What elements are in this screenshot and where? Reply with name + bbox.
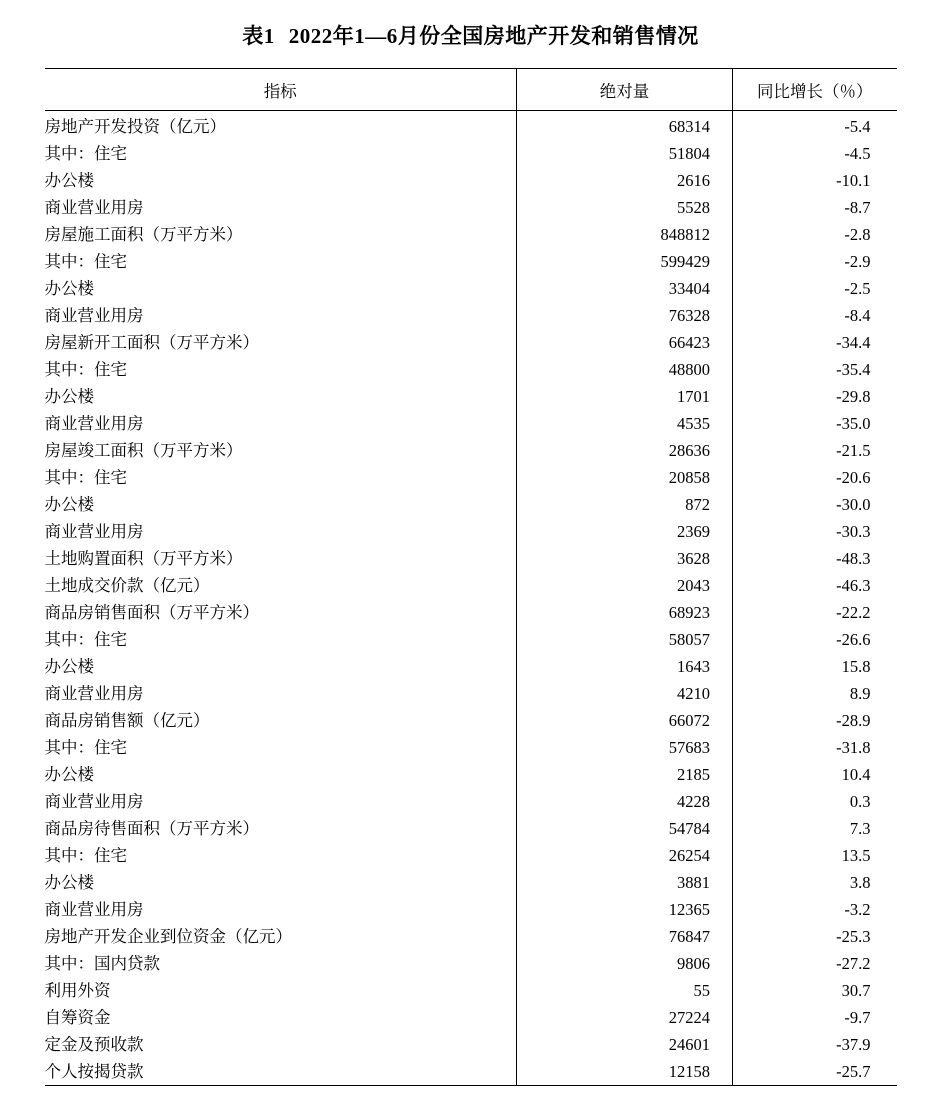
row-yoy-value: -25.7 bbox=[836, 1062, 871, 1081]
row-yoy-value: 0.3 bbox=[849, 792, 871, 811]
row-indicator-label: 办公楼 bbox=[44, 873, 94, 892]
row-yoy-value: -4.5 bbox=[844, 144, 871, 163]
row-yoy-value: -29.8 bbox=[836, 387, 871, 406]
row-yoy-value: -20.6 bbox=[836, 468, 871, 487]
row-indicator-label: 房屋竣工面积（万平方米） bbox=[44, 441, 243, 460]
row-yoy-value: -10.1 bbox=[836, 171, 871, 190]
table-row bbox=[45, 1004, 897, 1031]
row-absolute-value: 4210 bbox=[517, 680, 733, 707]
table-row bbox=[45, 437, 897, 464]
row-absolute-value: 55 bbox=[517, 977, 733, 1004]
row-indicator-label: 商业营业用房 bbox=[44, 414, 144, 433]
table-bottom-rule bbox=[45, 1085, 897, 1086]
row-yoy-value: 3.8 bbox=[849, 873, 871, 892]
table-row bbox=[45, 1031, 897, 1058]
row-indicator-label: 其中：住宅 bbox=[44, 630, 127, 649]
row-absolute-value: 58057 bbox=[517, 626, 733, 653]
table-number: 表1 bbox=[242, 24, 275, 48]
row-indicator-label: 其中：住宅 bbox=[44, 846, 127, 865]
row-yoy-value: -46.3 bbox=[836, 576, 871, 595]
row-indicator-label: 土地成交价款（亿元） bbox=[44, 576, 210, 595]
row-absolute-value: 68923 bbox=[517, 599, 733, 626]
table-row bbox=[45, 167, 897, 194]
row-absolute-value: 5528 bbox=[517, 194, 733, 221]
row-yoy-value: -3.2 bbox=[844, 900, 871, 919]
table-row bbox=[45, 653, 897, 680]
row-indicator-label: 其中：住宅 bbox=[44, 738, 127, 757]
row-yoy-value: 7.3 bbox=[849, 819, 871, 838]
row-indicator-label: 定金及预收款 bbox=[44, 1035, 144, 1054]
table-row bbox=[45, 111, 897, 141]
row-indicator-label: 商业营业用房 bbox=[44, 306, 144, 325]
row-yoy-value: -2.5 bbox=[844, 279, 871, 298]
row-indicator-label: 其中：国内贷款 bbox=[44, 954, 160, 973]
row-absolute-value: 51804 bbox=[517, 140, 733, 167]
row-yoy-value: -35.4 bbox=[836, 360, 871, 379]
row-absolute-value: 66072 bbox=[517, 707, 733, 734]
row-indicator-label: 个人按揭贷款 bbox=[44, 1062, 144, 1081]
row-yoy-value: -35.0 bbox=[836, 414, 871, 433]
row-absolute-value: 24601 bbox=[517, 1031, 733, 1058]
row-absolute-value: 9806 bbox=[517, 950, 733, 977]
row-yoy-value: -34.4 bbox=[836, 333, 871, 352]
row-indicator-label: 其中：住宅 bbox=[44, 360, 127, 379]
table-row bbox=[45, 518, 897, 545]
row-yoy-value: -8.7 bbox=[844, 198, 871, 217]
row-yoy-value: -22.2 bbox=[836, 603, 871, 622]
row-indicator-label: 其中：住宅 bbox=[44, 144, 127, 163]
row-absolute-value: 66423 bbox=[517, 329, 733, 356]
table-row bbox=[45, 626, 897, 653]
row-yoy-value: -28.9 bbox=[836, 711, 871, 730]
row-indicator-label: 办公楼 bbox=[44, 387, 94, 406]
table-row bbox=[45, 761, 897, 788]
table-title-text: 2022年1—6月份全国房地产开发和销售情况 bbox=[288, 24, 699, 48]
row-indicator-label: 办公楼 bbox=[44, 171, 94, 190]
row-yoy-value: -30.0 bbox=[836, 495, 871, 514]
row-yoy-value: 30.7 bbox=[841, 981, 871, 1000]
row-absolute-value: 48800 bbox=[517, 356, 733, 383]
row-absolute-value: 4228 bbox=[517, 788, 733, 815]
table-row bbox=[45, 329, 897, 356]
table-row bbox=[45, 815, 897, 842]
row-indicator-label: 商业营业用房 bbox=[44, 792, 144, 811]
table-row bbox=[45, 869, 897, 896]
table-row bbox=[45, 977, 897, 1004]
row-absolute-value: 76328 bbox=[517, 302, 733, 329]
row-yoy-value: -31.8 bbox=[836, 738, 871, 757]
table-row bbox=[45, 302, 897, 329]
row-indicator-label: 商业营业用房 bbox=[44, 684, 144, 703]
row-yoy-value: -2.9 bbox=[844, 252, 871, 271]
row-absolute-value: 12365 bbox=[517, 896, 733, 923]
row-yoy-value: -30.3 bbox=[836, 522, 871, 541]
table-row bbox=[45, 707, 897, 734]
table-row bbox=[45, 140, 897, 167]
table-row bbox=[45, 788, 897, 815]
row-indicator-label: 办公楼 bbox=[44, 657, 94, 676]
row-absolute-value: 12158 bbox=[517, 1058, 733, 1085]
row-indicator-label: 商品房待售面积（万平方米） bbox=[44, 819, 259, 838]
row-absolute-value: 3881 bbox=[517, 869, 733, 896]
table-row bbox=[45, 1058, 897, 1085]
row-absolute-value: 26254 bbox=[517, 842, 733, 869]
table-row bbox=[45, 275, 897, 302]
column-header-yoy: 同比增长（％） bbox=[733, 69, 897, 111]
row-yoy-value: 13.5 bbox=[841, 846, 871, 865]
table-row bbox=[45, 356, 897, 383]
row-absolute-value: 4535 bbox=[517, 410, 733, 437]
row-absolute-value: 872 bbox=[517, 491, 733, 518]
row-yoy-value: -25.3 bbox=[836, 927, 871, 946]
table-row bbox=[45, 842, 897, 869]
row-indicator-label: 商品房销售额（亿元） bbox=[44, 711, 210, 730]
row-absolute-value: 20858 bbox=[517, 464, 733, 491]
table-row bbox=[45, 545, 897, 572]
row-indicator-label: 商业营业用房 bbox=[44, 900, 144, 919]
real-estate-statistics-table bbox=[45, 68, 897, 1085]
row-indicator-label: 房屋新开工面积（万平方米） bbox=[44, 333, 259, 352]
table-row bbox=[45, 599, 897, 626]
table-row bbox=[45, 248, 897, 275]
row-indicator-label: 其中：住宅 bbox=[44, 468, 127, 487]
column-header-indicator: 指标 bbox=[45, 69, 517, 111]
table-row bbox=[45, 383, 897, 410]
row-absolute-value: 848812 bbox=[517, 221, 733, 248]
table-row bbox=[45, 950, 897, 977]
row-yoy-value: -48.3 bbox=[836, 549, 871, 568]
row-absolute-value: 2616 bbox=[517, 167, 733, 194]
row-indicator-label: 其中：住宅 bbox=[44, 252, 127, 271]
row-indicator-label: 办公楼 bbox=[44, 765, 94, 784]
row-absolute-value: 54784 bbox=[517, 815, 733, 842]
table-row bbox=[45, 194, 897, 221]
row-absolute-value: 2043 bbox=[517, 572, 733, 599]
row-indicator-label: 办公楼 bbox=[44, 279, 94, 298]
row-indicator-label: 房屋施工面积（万平方米） bbox=[44, 225, 243, 244]
table-row bbox=[45, 410, 897, 437]
row-yoy-value: -9.7 bbox=[844, 1008, 871, 1027]
row-indicator-label: 自筹资金 bbox=[44, 1008, 111, 1027]
row-indicator-label: 土地购置面积（万平方米） bbox=[44, 549, 243, 568]
table-header-row bbox=[45, 69, 897, 111]
table-row bbox=[45, 680, 897, 707]
row-indicator-label: 商业营业用房 bbox=[44, 198, 144, 217]
row-absolute-value: 57683 bbox=[517, 734, 733, 761]
column-header-absolute: 绝对量 bbox=[517, 69, 733, 111]
table-row bbox=[45, 221, 897, 248]
row-yoy-value: -8.4 bbox=[844, 306, 871, 325]
table-row bbox=[45, 572, 897, 599]
row-indicator-label: 房地产开发企业到位资金（亿元） bbox=[44, 927, 292, 946]
table-row bbox=[45, 734, 897, 761]
row-yoy-value: -2.8 bbox=[844, 225, 871, 244]
row-indicator-label: 利用外资 bbox=[44, 981, 111, 1000]
row-indicator-label: 办公楼 bbox=[44, 495, 94, 514]
row-yoy-value: 8.9 bbox=[849, 684, 871, 703]
table-row bbox=[45, 923, 897, 950]
table-header bbox=[45, 69, 897, 111]
row-absolute-value: 3628 bbox=[517, 545, 733, 572]
row-indicator-label: 商业营业用房 bbox=[44, 522, 144, 541]
row-yoy-value: 10.4 bbox=[841, 765, 871, 784]
page-title bbox=[0, 0, 941, 68]
row-absolute-value: 1643 bbox=[517, 653, 733, 680]
row-absolute-value: 2369 bbox=[517, 518, 733, 545]
row-absolute-value: 28636 bbox=[517, 437, 733, 464]
row-absolute-value: 27224 bbox=[517, 1004, 733, 1031]
row-absolute-value: 1701 bbox=[517, 383, 733, 410]
row-absolute-value: 599429 bbox=[517, 248, 733, 275]
table-row bbox=[45, 491, 897, 518]
row-yoy-value: -37.9 bbox=[836, 1035, 871, 1054]
row-yoy-value: -26.6 bbox=[836, 630, 871, 649]
row-absolute-value: 76847 bbox=[517, 923, 733, 950]
row-yoy-value: -5.4 bbox=[844, 117, 871, 136]
row-absolute-value: 2185 bbox=[517, 761, 733, 788]
row-indicator-label: 房地产开发投资（亿元） bbox=[44, 117, 226, 136]
table-row bbox=[45, 896, 897, 923]
row-absolute-value: 33404 bbox=[517, 275, 733, 302]
row-yoy-value: -27.2 bbox=[836, 954, 871, 973]
row-yoy-value: 15.8 bbox=[841, 657, 871, 676]
row-absolute-value: 68314 bbox=[517, 111, 733, 141]
row-yoy-value: -21.5 bbox=[836, 441, 871, 460]
table-body bbox=[45, 111, 897, 1086]
table-row bbox=[45, 464, 897, 491]
row-indicator-label: 商品房销售面积（万平方米） bbox=[44, 603, 259, 622]
